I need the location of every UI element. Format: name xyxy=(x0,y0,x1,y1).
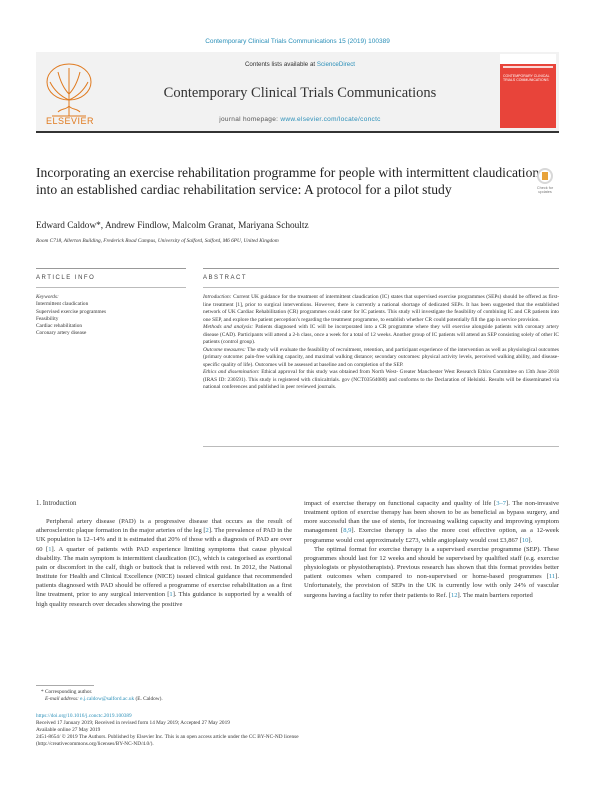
citation-link[interactable]: 3–7 xyxy=(496,500,507,507)
citation-link[interactable]: 8,9 xyxy=(343,527,352,535)
license-url[interactable]: (http://creativecommons.org/licenses/BY-NC-ND/4.0/). xyxy=(36,741,154,748)
label: Outcome measures: xyxy=(203,346,246,353)
received-dates: Received 17 January 2019; Received in revised form 14 May 2019; Accepted 27 May 2019 xyxy=(36,720,230,727)
author-list[interactable]: Edward Caldow*, Andrew Findlow, Malcolm Granat, Mariyana Schoultz xyxy=(36,221,309,231)
publisher-name[interactable]: ELSEVIER xyxy=(45,116,95,126)
section-heading: 1. Introduction xyxy=(36,500,77,507)
citation-link[interactable]: 1 xyxy=(169,591,173,599)
text: ]. The non-invasive treatment option of exercise therapy has been shown to be as beneficial as bypass surgery, and more successful than the use of stents, for increasing walking capacity and improving symptom management [ xyxy=(304,500,559,535)
cover-band xyxy=(500,54,556,64)
keyword[interactable]: Intermittent claudication xyxy=(36,301,89,308)
cover-title: CONTEMPORARY CLINICAL TRIALS COMMUNICATIONS xyxy=(503,74,550,83)
text: ]. The main barriers reported xyxy=(457,591,533,599)
abstract-introduction xyxy=(203,294,559,324)
email-suffix: (E. Caldow). xyxy=(134,696,163,703)
text: ]. xyxy=(528,536,533,544)
email-label: E-mail address: xyxy=(45,696,79,703)
check-for-updates-badge[interactable] xyxy=(532,168,558,202)
label: Methods and analysis: xyxy=(203,324,254,330)
citation-link[interactable]: 1 xyxy=(48,545,52,553)
right-column xyxy=(304,499,559,600)
paragraph xyxy=(304,545,559,600)
citation-link[interactable]: 11 xyxy=(548,573,556,581)
keywords-label: Keywords: xyxy=(36,294,59,300)
affiliation: Room C718, Allerton Building, Frederick Road Campus, University of Salford, Salford, M6 6PU, United Kingdom xyxy=(36,238,279,244)
abstract-heading: ABSTRACT xyxy=(203,275,248,281)
journal-name[interactable]: Contemporary Clinical Trials Communications xyxy=(163,85,437,101)
homepage-link[interactable]: www.elsevier.com/locate/conctc xyxy=(280,116,381,123)
citation-link[interactable]: 10 xyxy=(521,536,529,544)
contents-prefix: Contents lists available at xyxy=(244,61,317,68)
abstract-methods xyxy=(203,324,559,347)
divider xyxy=(36,268,186,269)
email-line xyxy=(36,696,556,703)
text: ]. This guidance is supported by a wealth of high quality research over decades showing the positive xyxy=(36,591,292,608)
abstract-outcomes xyxy=(203,347,559,370)
paragraph xyxy=(36,517,292,609)
footnote-divider xyxy=(36,685,94,686)
license-text: 2451-8654/ © 2019 The Authors. Published by Elsevier Inc. This is an open access article under the CC BY-NC-ND license xyxy=(36,734,299,741)
paragraph xyxy=(304,499,559,545)
label: Ethics and dissemination: xyxy=(203,369,260,375)
abstract-ethics xyxy=(203,369,559,392)
citation-link[interactable]: 12 xyxy=(450,591,458,599)
text: impact of exercise therapy on functional capacity and quality of life [ xyxy=(304,500,497,507)
sciencedirect-link[interactable]: ScienceDirect xyxy=(316,61,356,68)
text: ]. Unfortunately, the provision of SEPs in the UK is currently low with only 24% of vascular surgeons having a facility to refer their patients to Ref. [ xyxy=(304,573,559,599)
article-info-heading: ARTICLE INFO xyxy=(36,275,96,281)
publication-info xyxy=(36,713,556,748)
text: The study will evaluate the feasibility of recruitment, retention, and participant experience of the intervention as well as physiological outcomes (primary outcome: pain-free walking capacity, and maximal walking distance; secondary outcomes: physical activity levels, perceived walking ability, and disease-specific quality of life). Outcomes will be assessed at baseline and on completion of the SEP. xyxy=(203,346,560,368)
text: ]. A quarter of patients with PAD experience limiting symptoms that cause physical disability. The main symptom is intermittent claudication (IC), which is categorised as exertional pain or discomfort in the calf, thigh or buttock that is relieved with rest. In 2012, the National Institute for Health and Clinical Excellence (NICE) issued clinical guidance that recommended patients diagnosed with PAD should be offered a programme of exercise rehabilitation as a first line treatment, prior to any surgical intervention [ xyxy=(36,545,292,599)
text: Current UK guidance for the treatment of intermittent claudication (IC) states that supervised exercise programmes (SEPs) should be offered as first-line treatment [1], prior to surgical interventions. However, there is currently a national shortage of dedicated SEPs. It has been suggested that the established network of UK Cardiac Rehabilitation (CR) programmes could cater for IC patients. This study will investigate the feasibility of combining IC and CR patients into one SEP, and explore the patient perception's regarding the treatment programme, to establish whether CR could potentially fill the gap in service provision. xyxy=(203,294,559,323)
corresponding-author: * Corresponding author. xyxy=(41,689,93,695)
text: ]. The prevalence of PAD in the UK population is 12–14% and it is estimated that 20% of those with a diagnosis of PAD are over 60 [ xyxy=(36,527,292,553)
bookmark-icon xyxy=(542,172,548,180)
keyword[interactable]: Feasibility xyxy=(36,315,59,322)
divider xyxy=(203,446,559,447)
text: Peripheral artery disease (PAD) is a progressive disease that occurs as the result of atherosclerotic plaque formation in the major arteries of the leg [ xyxy=(36,518,292,535)
keyword[interactable]: Supervised exercise programmes xyxy=(36,308,107,315)
contents-line xyxy=(100,61,500,68)
journal-cover-thumbnail[interactable] xyxy=(500,54,556,128)
citation-link[interactable]: 2 xyxy=(205,527,209,535)
footnote-corresponding xyxy=(36,689,556,703)
journal-homepage xyxy=(100,116,500,123)
left-column xyxy=(36,499,292,609)
divider xyxy=(203,287,559,288)
text: Ethical approval for this study was obtained from North West- Greater Manchester West Research Ethics Committee on 13th June 2018 (IRAS ID: 230591). This study is registered with clinicaltrials. gov (NCT03564080) and conforms to the Declaration of Helsinki. Results will be disseminated via national conferences and published in peer reviewed journals. xyxy=(203,369,559,390)
doi-link[interactable]: https://doi.org/10.1016/j.conctc.2019.100389 xyxy=(36,713,132,719)
homepage-prefix: journal homepage: xyxy=(219,116,281,123)
badge-label: Check for updates xyxy=(536,186,554,195)
text: The optimal format for exercise therapy is a supervised exercise programme (SEP). These programmes should last for 12 weeks and should be supervised by qualified staff (e.g. exercise physiologists or physiotherapists). Previous research has shown that this format provides better patient outcomes when compared to non-supervised or home-based programmes [ xyxy=(304,545,559,581)
divider xyxy=(36,287,186,288)
label: Introduction: xyxy=(203,294,232,300)
abstract-body xyxy=(203,294,559,392)
journal-citation[interactable]: Contemporary Clinical Trials Communications 15 (2019) 100389 xyxy=(205,38,390,45)
cover-stripe xyxy=(503,66,553,68)
available-online: Available online 27 May 2019 xyxy=(36,727,101,734)
keyword[interactable]: Cardiac rehabilitation xyxy=(36,323,83,330)
keywords-block xyxy=(36,294,186,338)
email-link[interactable]: e.j.caldow@salford.ac.uk xyxy=(80,696,135,703)
text: Patients diagnosed with IC will be incorporated into a CR programme where they will exercise alongside patients with coronary artery disease (CAD). Participants will attend a 2-h class, once a week for a total of 12 weeks. Another group of IC patients will attend an SEP consisting solely of other IC patients (control group). xyxy=(203,324,559,345)
keyword[interactable]: Coronary artery disease xyxy=(36,330,87,337)
article-title: Incorporating an exercise rehabilitation programme for people with intermittent claudication into an established cardiac rehabilitation service: A protocol for a pilot study xyxy=(36,165,540,197)
text: ]. Exercise therapy is also the more cost effective option, as a 12-week programme would cost approximately £273, while angioplasty would cost £3,867 [ xyxy=(304,527,559,544)
divider xyxy=(203,268,559,269)
